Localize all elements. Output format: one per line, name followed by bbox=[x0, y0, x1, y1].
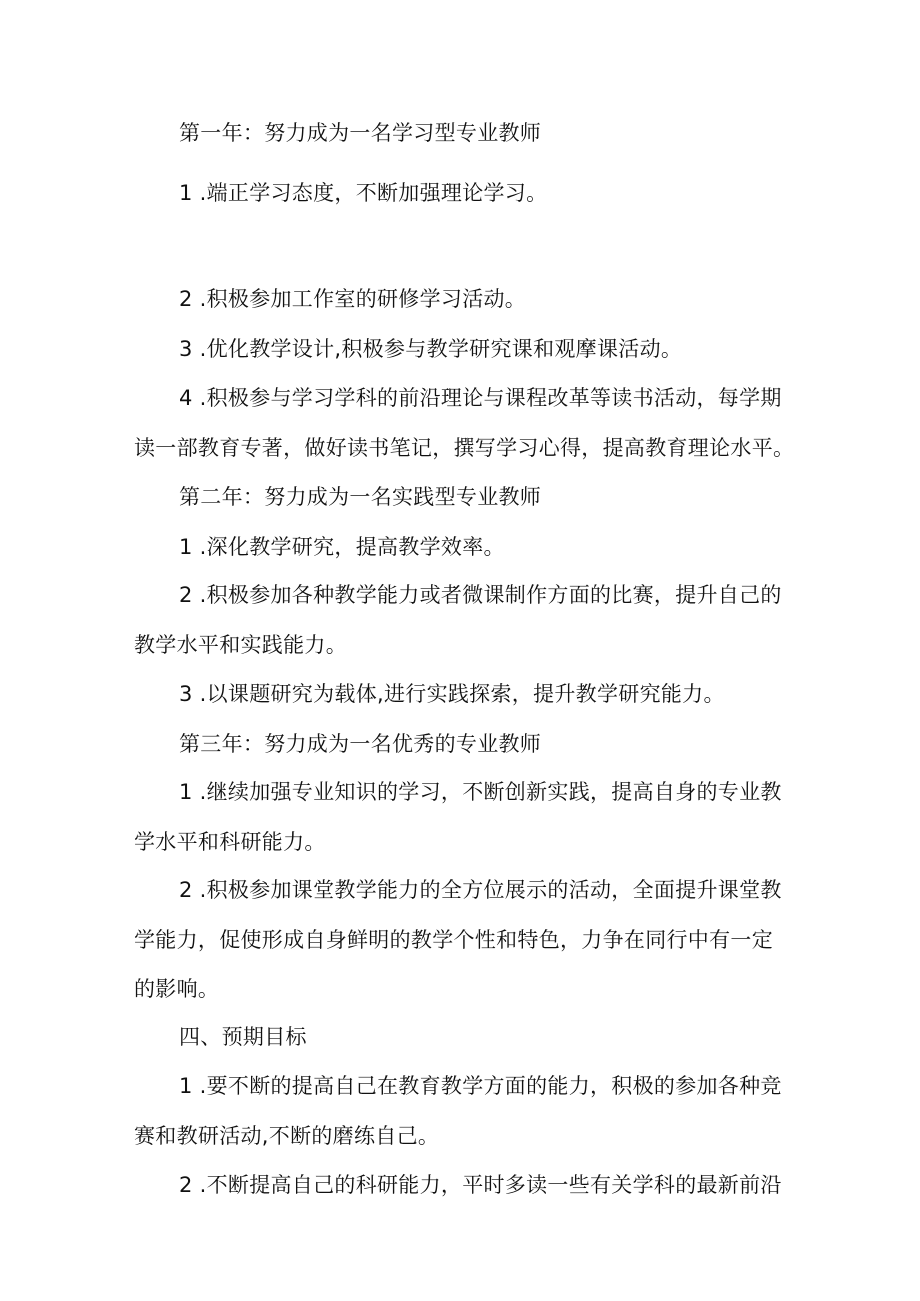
year2-item-2-line-1: 2 .积极参加各种教学能力或者微课制作方面的比赛，提升自己的 bbox=[179, 583, 782, 607]
year3-item-2-line-3: 的影响。 bbox=[134, 977, 220, 1001]
year2-heading: 第二年：努力成为一名实践型专业教师 bbox=[179, 485, 542, 509]
year1-item-4-line-2: 读一部教育专著，做好读书笔记，撰写学习心得，提高教育理论水平。 bbox=[134, 436, 795, 460]
year1-item-4-line-1: 4 .积极参与学习学科的前沿理论与课程改革等读书活动，每学期 bbox=[179, 386, 782, 410]
year1-heading: 第一年：努力成为一名学习型专业教师 bbox=[179, 121, 542, 145]
year3-item-1-line-1: 1 .继续加强专业知识的学习，不断创新实践，提高自身的专业教 bbox=[179, 780, 782, 804]
year2-item-1: 1 .深化教学研究，提高教学效率。 bbox=[179, 535, 505, 559]
section-4-heading: 四、预期目标 bbox=[179, 1025, 307, 1049]
year1-item-1: 1 .端正学习态度，不断加强理论学习。 bbox=[179, 181, 548, 205]
year3-item-2-line-1: 2 .积极参加课堂教学能力的全方位展示的活动，全面提升课堂教 bbox=[179, 878, 782, 902]
goal-1-line-1: 1 .要不断的提高自己在教育教学方面的能力，积极的参加各种竞 bbox=[179, 1074, 782, 1098]
goal-2-line-1: 2 .不断提高自己的科研能力，平时多读一些有关学科的最新前沿 bbox=[179, 1173, 782, 1197]
year3-item-2-line-2: 学能力，促使形成自身鲜明的教学个性和特色，力争在同行中有一定 bbox=[134, 928, 773, 952]
year1-item-3: 3 .优化教学设计,积极参与教学研究课和观摩课活动。 bbox=[179, 337, 683, 361]
goal-1-line-2: 赛和教研活动,不断的磨练自己。 bbox=[134, 1124, 440, 1148]
year2-item-2-line-2: 教学水平和实践能力。 bbox=[134, 633, 347, 657]
year1-item-2: 2 .积极参加工作室的研修学习活动。 bbox=[179, 287, 527, 311]
year2-item-3: 3 .以课题研究为载体,进行实践探索，提升教学研究能力。 bbox=[179, 682, 725, 706]
year3-item-1-line-2: 学水平和科研能力。 bbox=[134, 830, 326, 854]
year3-heading: 第三年：努力成为一名优秀的专业教师 bbox=[179, 732, 542, 756]
